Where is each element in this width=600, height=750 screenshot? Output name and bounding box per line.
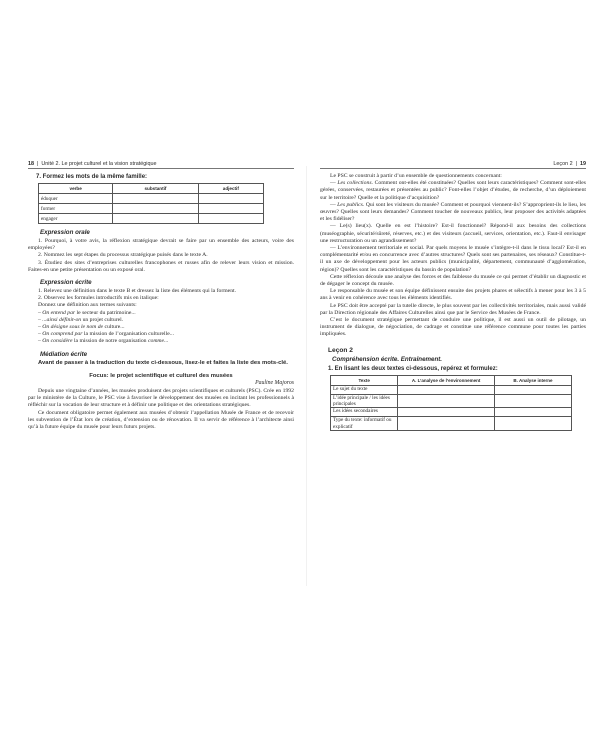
table-row [39, 204, 264, 214]
left-header-title: Unité 2. Le projet culturel et la vision stratégique [41, 161, 157, 167]
focus-paragraph: Depuis une vingtaine d’années, les musées produisent des projets scientifiques et culturels (PSC). Crée en 1992 par le ministère de la Culture, le PSC vise à favoriser le développement des musées en incitant les professionnels à réfléchir sur la vocation de leur structure et à définir une politique et des orientations stratégiques. [28, 388, 294, 409]
column-header: A. L’analyse de l’environnement [398, 375, 494, 385]
ecrite-line-1: 1. Relevez une définition dans le texte B et dressez la liste des éléments qui la forment. [38, 288, 237, 295]
table-row [39, 214, 264, 224]
body-paragraph: Le PSC doit être accepté par la tutelle directe, le plus souvent par les collectivités territoriales, mais aussi validé par la Direction régionale des Affaires Culturelles ainsi que par le Service des Musées de France. [320, 302, 586, 316]
word-family-table [38, 183, 264, 224]
focus-paragraph: Ce document obligatoire permet également aux musées d’obtenir l’appellation Musée de France et de recevoir les subvention de l’État lors de création, d’extension ou de rénovation. Il va servir de référence à l’architecte ainsi qu’à la future équipe du musée pour leurs futurs projets. [28, 409, 294, 431]
left-page-number: 18 [28, 161, 34, 167]
exercise-7-heading: 7. Formez les mots de la même famille: [36, 174, 148, 180]
gutter [306, 166, 307, 586]
ecrite-line-2: 2. Observez les formules introductifs mis en italique: [38, 295, 159, 302]
column-header: Texte [331, 375, 398, 385]
table-row [331, 394, 572, 408]
table-cell [494, 408, 571, 417]
header-separator: | [575, 161, 577, 167]
term-item: – On désigne sous le nom de culture... [38, 324, 125, 331]
mediation-heading: Médiation écrite [40, 350, 88, 358]
right-header-title: Leçon 2 [553, 161, 573, 167]
table-cell: Le sujet du texte [331, 385, 398, 394]
table-row [331, 385, 572, 394]
table-cell [494, 385, 571, 394]
header-separator: | [37, 161, 39, 167]
column-header: B. Analyse interne [494, 375, 571, 385]
focus-title: Focus: le projet scientifique et culturel des musées [89, 373, 233, 380]
question-item: — L’environnement territoriale et social. Par quels moyens le musée s’intègre-t-il dans le tissu local? Est-il en complémentarité et/ou en concurrence avec d’autres structures? Quels sont ses partenaires, ses réseaux? Constitue-t-il un axe de développement pour les acteurs publics (municipalité, département, communauté d’agglomération, région)? Quelles sont les caractéristiques du bassin de population? [320, 245, 586, 273]
ecrite-line-3: Donnez une définition aux termes suivants: [38, 302, 137, 309]
table-cell: engager [39, 214, 113, 224]
orale-line-1: 1. Pourquoi, à votre avis, la réflexion stratégique devrait se faire par un ensemble des acteurs, voire des employées? [28, 238, 294, 252]
exercise-1-heading: 1. En lisant les deux textes ci-dessous, repérez et formulez: [328, 365, 498, 372]
table-cell [198, 214, 263, 224]
table-cell [198, 204, 263, 214]
table-cell [398, 417, 494, 431]
body-paragraph: C’est le document stratégique permettant de conduire une politique, il est aussi un outil de pilotage, un instrument de dialogue, de négociation, de cadrage et constitue une référence commune pour toutes les parties impliquées. [320, 317, 586, 338]
expression-orale-heading: Expression orale [40, 229, 90, 236]
psc-intro: Le PSC se construit à partir d’un ensemble de questionnements concernant: [330, 173, 502, 179]
right-running-header [320, 160, 586, 169]
table-cell [198, 194, 263, 204]
table-cell: éduquer [39, 194, 113, 204]
comprehension-heading: Compréhension écrite. Entraînement. [332, 355, 443, 363]
table-cell [113, 194, 198, 204]
body-paragraph: Cette réflexion découle une analyse des forces et des faiblesse du musée ce qui permet d’établir un diagnostic et de dégager le concept du musée. [320, 273, 586, 288]
table-row [331, 408, 572, 417]
table-row [331, 417, 572, 431]
expression-ecrite-heading: Expression écrite [40, 279, 92, 287]
table-cell: Les idées secondaires [331, 408, 398, 417]
column-header: adjectif [198, 184, 263, 194]
lecon-2-heading: Leçon 2 [328, 346, 353, 354]
body-paragraph: Le responsable du musée et son équipe définissent ensuite des projets phares et sélectifs à mener pour les 3 à 5 ans à venir en cohérence avec tous les éléments identifiés. [320, 288, 586, 302]
table-cell: Type du texte: informatif ou explicatif [331, 417, 398, 431]
orale-line-2: 2. Nommez les sept étapes du processus stratégique puisés dans le texte A. [38, 252, 208, 259]
term-item: – ...ainsi définit-on un projet culturel. [38, 316, 124, 323]
book-spread [28, 160, 586, 590]
right-page-number: 19 [580, 161, 586, 167]
term-item: – On considère la mission de notre organisation comme... [38, 338, 169, 345]
table-cell [398, 408, 494, 417]
column-header: verbe [39, 184, 113, 194]
table-cell: former [39, 204, 113, 214]
table-cell [398, 394, 494, 408]
table-row [39, 194, 264, 204]
table-cell: L’idée principale / les idées principales [331, 394, 398, 408]
question-item: — Le(s) lieu(x). Quelle en est l’histoire? Est-il fonctionnel? Répond-il aux besoins des collections (muséographie, sécurité/sûreté, réserves, etc.) et des visiteurs (accueil, services, orientation, etc.). Faut-il envisager une restructuration ou un agrandissement? [320, 223, 586, 244]
table-cell [113, 204, 198, 214]
table-cell [494, 417, 571, 431]
table-cell [494, 394, 571, 408]
table-cell [113, 214, 198, 224]
right-page [320, 160, 586, 590]
question-item: — Les collections. Comment ont-elles été constituées? Quelles sont leurs caractéristiques? Comment sont-elles gérées, conservées, restaurées et présentées au public? Font-elles l’objet d’études, de recherche, d’un déploiement sur le territoire? Quelle et la politique d’acquisition? [320, 180, 586, 201]
analysis-table [330, 375, 572, 432]
question-item: — Les publics. Qui sont les visiteurs du musée? Comment et pourquoi viennent-ils? S’approprient-ils le lieu, les œuvres? Quelles sont leurs demandes? Comment toucher de nouveaux publics, leur proposer des activités adaptées et les fidéliser? [320, 201, 586, 223]
left-page [28, 160, 294, 590]
column-header: substantif [113, 184, 198, 194]
term-item: – On comprend par la mission de l’organisation culturelle... [38, 331, 175, 338]
focus-author: Pauline Majoros [255, 380, 294, 387]
left-running-header [28, 160, 294, 169]
orale-line-3: 3. Étudiez des sites d’entreprises culturelles francophones et russes afin de relever leurs vision et mission. Faites-en une petite présentation ou un exposé oral. [28, 259, 294, 273]
term-item: – On entend par le secteur du patrimoine... [38, 309, 136, 316]
mediation-instruction: Avant de passer à la traduction du texte ci-dessous, lisez-le et faites la liste des mots-clé. [38, 359, 288, 366]
table-cell [398, 385, 494, 394]
